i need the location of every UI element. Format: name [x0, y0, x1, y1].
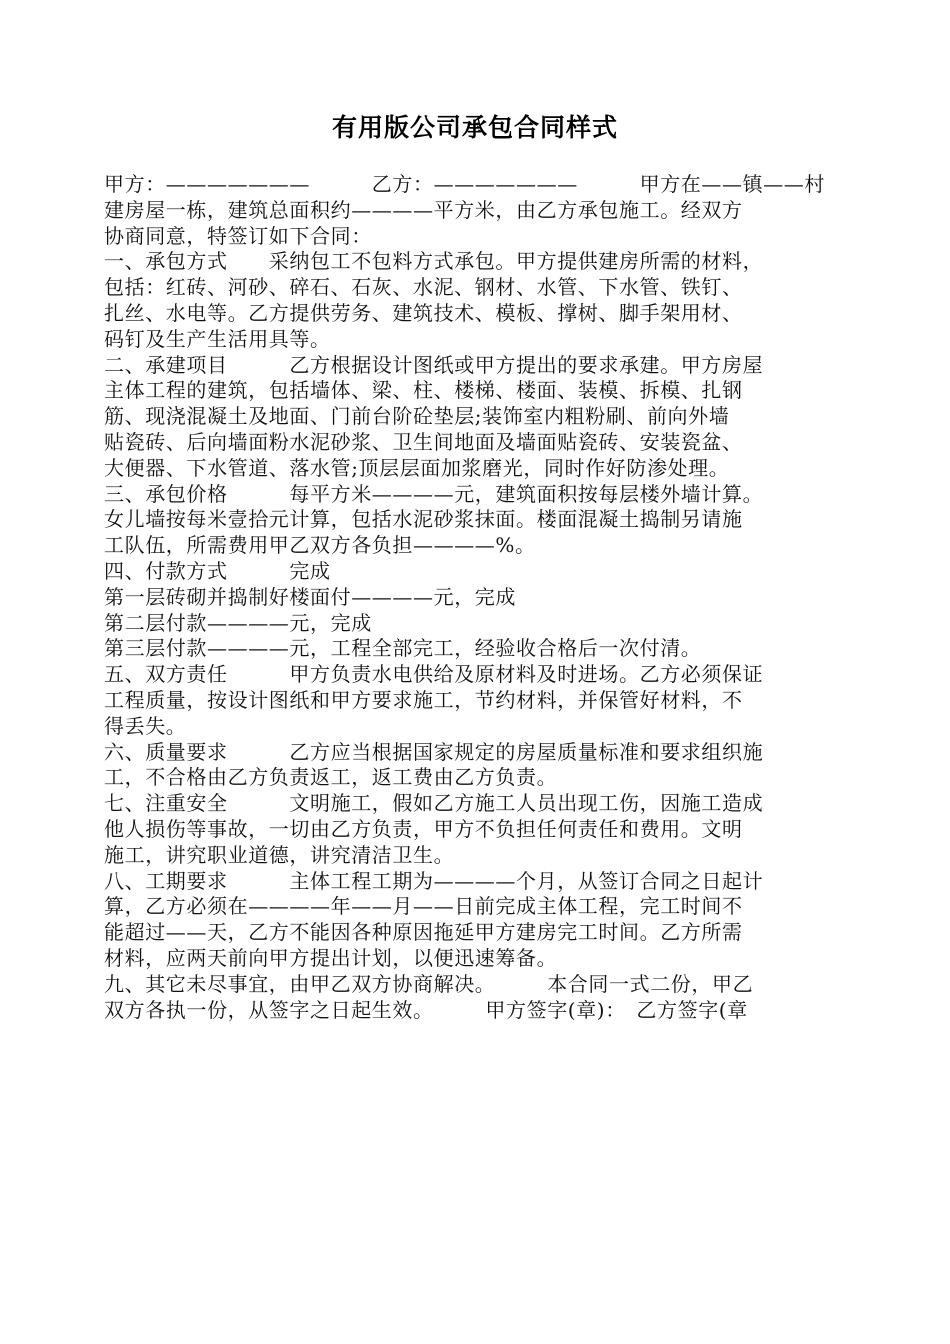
contract-line: 主体工程的建筑，包括墙体、梁、柱、楼梯、楼面、装模、拆模、扎钢	[104, 378, 743, 403]
contract-line: 码钉及生产生活用具等。	[104, 326, 331, 351]
contract-line: 扎丝、水电等。乙方提供劳务、建筑技术、模板、撑树、脚手架用材、	[104, 300, 743, 325]
contract-line: 筋、现浇混凝土及地面、门前台阶砼垫层;装饰室内粗粉刷、前向外墙	[104, 404, 730, 429]
contract-line: 工，不合格由乙方负责返工，返工费由乙方负责。	[104, 765, 558, 790]
contract-line: 材料，应两天前向甲方提出计划，以便迅速筹备。	[104, 945, 558, 970]
contract-line: 得丢失。	[104, 713, 187, 738]
contract-line: 贴瓷砖、后向墙面粉水泥砂浆、卫生间地面及墙面贴瓷砖、安装瓷盆、	[104, 429, 743, 454]
contract-line: 大便器、下水管道、落水管;顶层层面加浆磨光，同时作好防渗处理。	[104, 455, 730, 480]
contract-line: 协商同意，特签订如下合同：	[104, 223, 372, 248]
contract-line: 第三层付款————元，工程全部完工，经验收合格后一次付清。	[104, 636, 702, 661]
contract-line: 九、其它未尽事宜，由甲乙双方协商解决。 本合同一式二份，甲乙	[104, 971, 754, 996]
contract-line: 包括：红砖、河砂、碎石、石灰、水泥、钢材、水管、下水管、铁钉、	[104, 275, 743, 300]
contract-line: 算，乙方必须在————年——月——日前完成主体工程，完工时间不	[104, 894, 743, 919]
contract-line: 二、承建项目 乙方根据设计图纸或甲方提出的要求承建。甲方房屋	[104, 352, 764, 377]
contract-line: 七、注重安全 文明施工，假如乙方施工人员出现工伤，因施工造成	[104, 791, 764, 816]
contract-line: 他人损伤等事故，一切由乙方负责，甲方不负担任何责任和费用。文明	[104, 816, 743, 841]
contract-line: 施工，讲究职业道德，讲究清洁卫生。	[104, 842, 455, 867]
contract-line: 甲方：——————— 乙方：——————— 甲方在——镇——村	[104, 172, 825, 196]
contract-line: 五、双方责任 甲方负责水电供给及原材料及时进场。乙方必须保证	[104, 662, 764, 687]
contract-line: 建房屋一栋，建筑总面积约————平方米，由乙方承包施工。经双方	[104, 197, 743, 222]
contract-line: 能超过——天，乙方不能因各种原因拖延甲方建房完工时间。乙方所需	[104, 920, 743, 945]
contract-line: 第一层砖砌并捣制好楼面付————元，完成	[104, 584, 516, 609]
contract-line: 六、质量要求 乙方应当根据国家规定的房屋质量标准和要求组织施	[104, 739, 764, 764]
contract-line: 四、付款方式 完成	[104, 558, 331, 583]
contract-body	[104, 172, 854, 1023]
contract-line: 一、承包方式 采纳包工不包料方式承包。甲方提供建房所需的材料，	[104, 249, 764, 274]
contract-line: 双方各执一份，从签字之日起生效。 甲方签字(章)： 乙方签字(章	[104, 997, 748, 1022]
contract-line: 女儿墙按每米壹拾元计算，包括水泥砂浆抹面。楼面混凝土捣制另请施	[104, 507, 743, 532]
contract-line: 工程质量，按设计图纸和甲方要求施工，节约材料，并保管好材料，不	[104, 687, 743, 712]
contract-line: 三、承包价格 每平方米————元，建筑面积按每层楼外墙计算。	[104, 481, 764, 506]
document-title: 有用版公司承包合同样式	[331, 113, 618, 142]
contract-line: 八、工期要求 主体工程工期为————个月，从签订合同之日起计	[104, 868, 764, 893]
contract-line: 工队伍，所需费用甲乙双方各负担————%。	[104, 533, 536, 558]
contract-line: 第二层付款————元，完成	[104, 610, 372, 635]
